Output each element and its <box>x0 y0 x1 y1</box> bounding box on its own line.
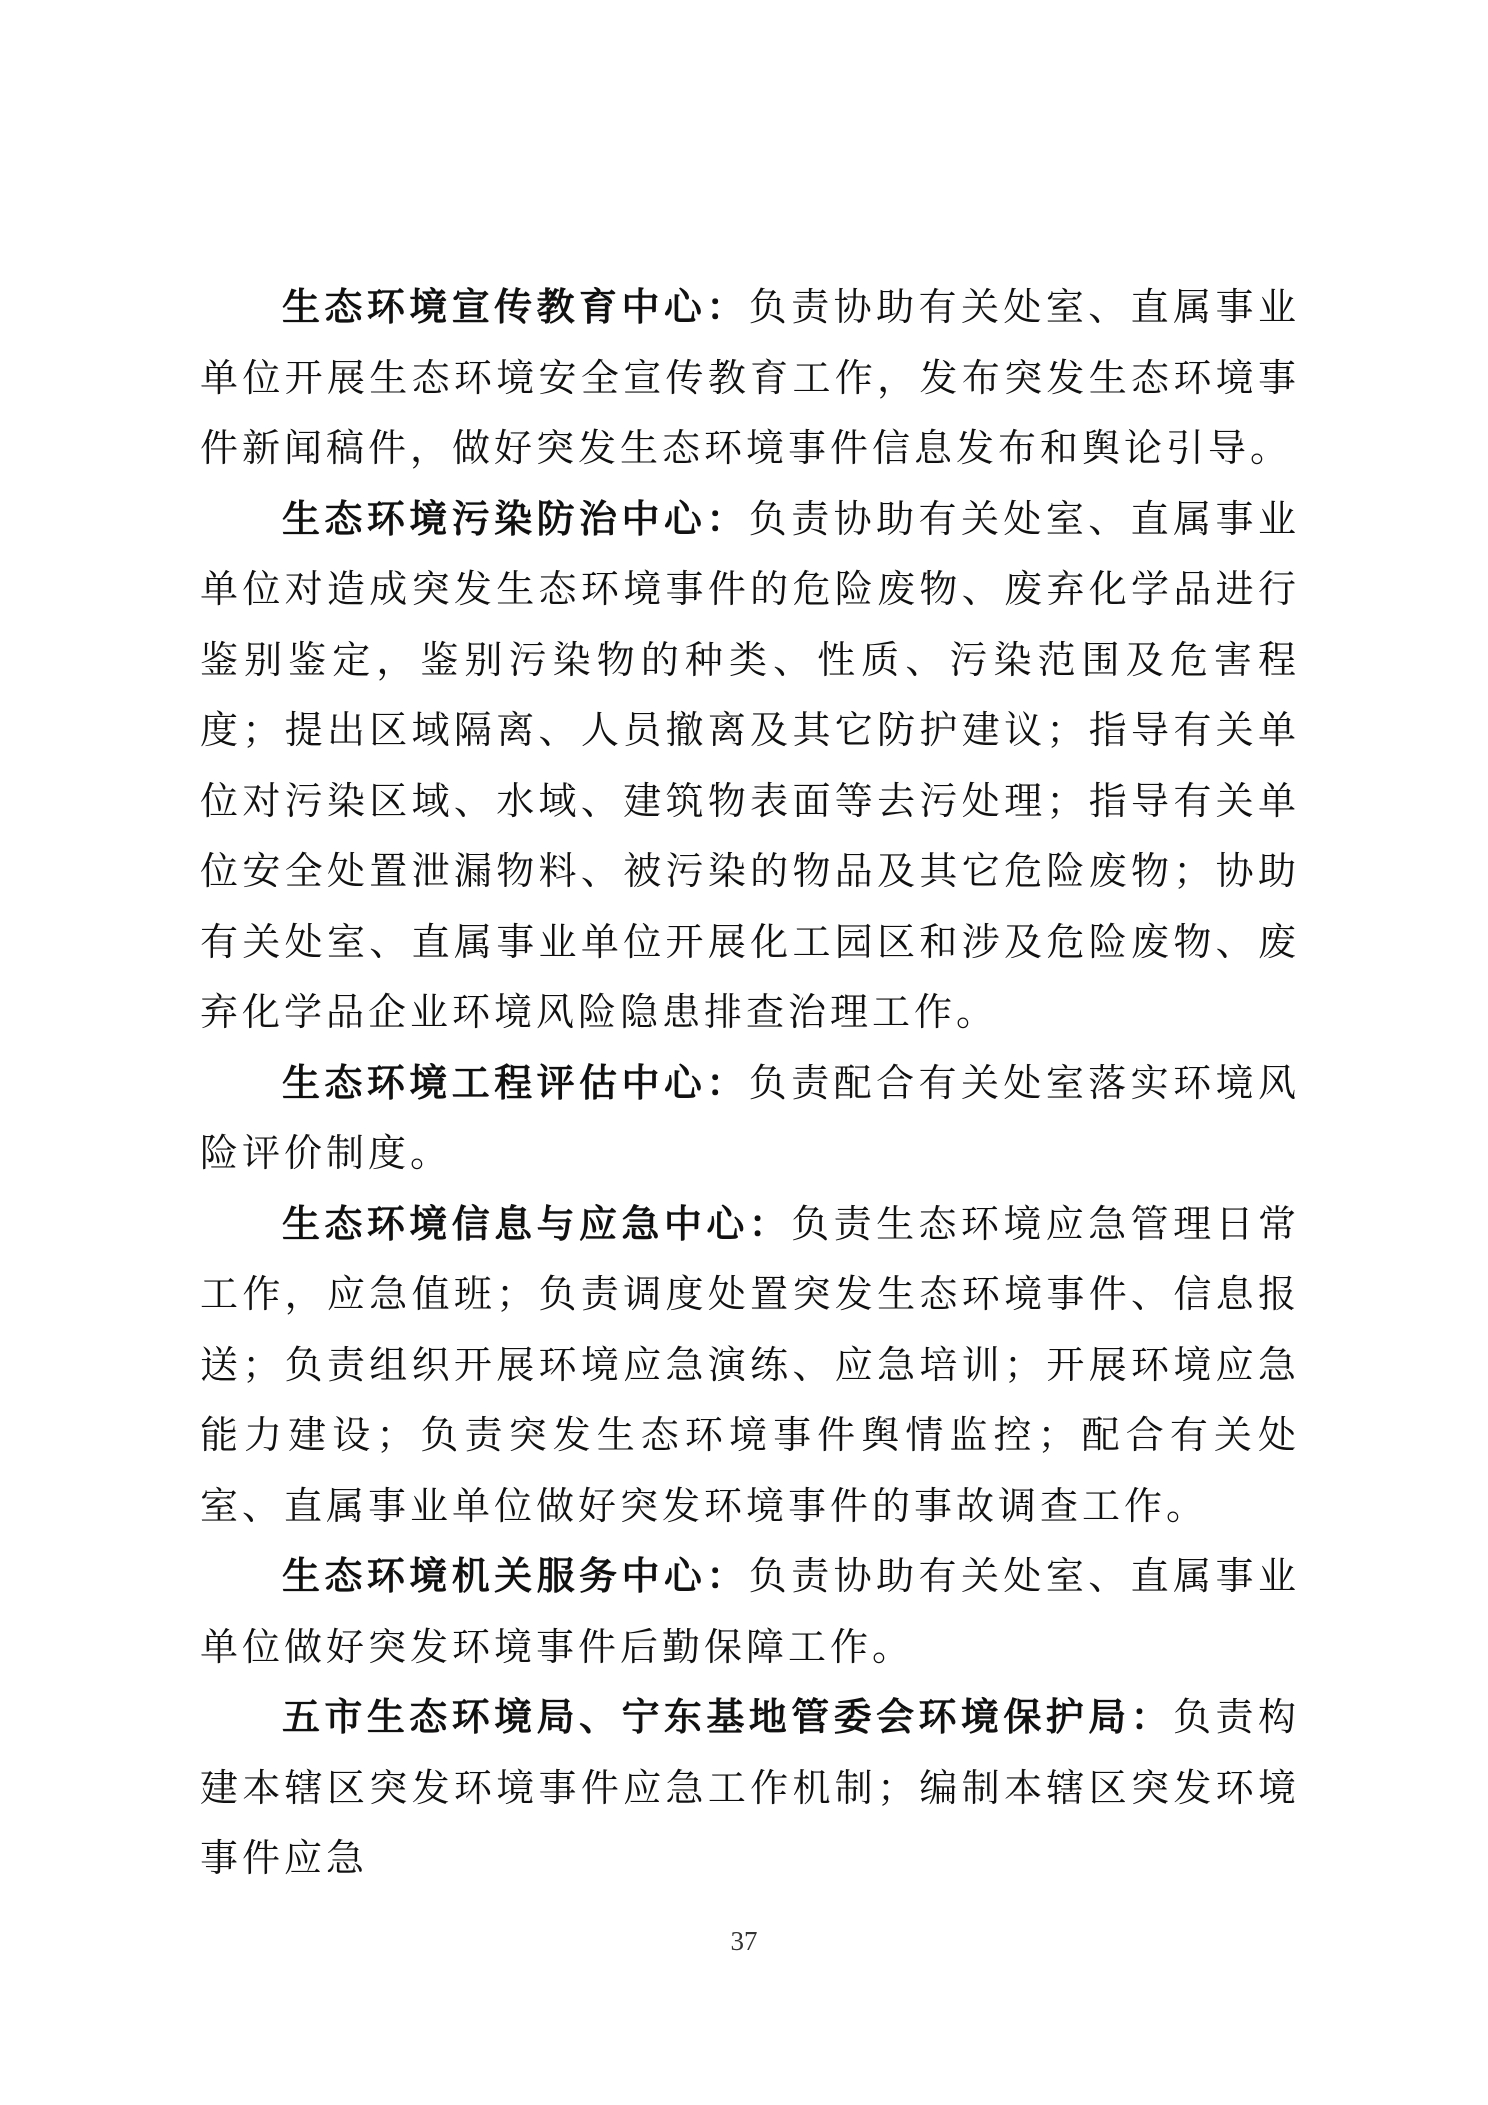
paragraph-emergency-center <box>200 1189 1300 1542</box>
paragraph-assessment-center <box>200 1048 1300 1189</box>
paragraph-publicity-center <box>200 272 1300 484</box>
body-text <box>200 272 1300 1894</box>
paragraph-text: 负责构建本辖区突发环境事件应急工作机制；编制本辖区突发环境事件应急 <box>200 1695 1300 1880</box>
paragraph-lead: 五市生态环境局、宁东基地管委会环境保护局： <box>282 1695 1174 1739</box>
page-number: 37 <box>730 1926 758 1956</box>
paragraph-lead: 生态环境工程评估中心： <box>282 1060 749 1105</box>
paragraph-lead: 生态环境信息与应急中心： <box>282 1201 792 1246</box>
paragraph-lead: 生态环境宣传教育中心： <box>282 285 749 329</box>
paragraph-text: 负责配合有关处室落实环境风险评价制度。 <box>200 1060 1300 1175</box>
paragraph-lead: 生态环境机关服务中心： <box>282 1554 749 1598</box>
paragraph-pollution-center <box>200 484 1300 1048</box>
paragraph-city-bureaus <box>200 1682 1300 1894</box>
paragraph-text: 负责协助有关处室、直属事业单位对造成突发生态环境事件的危险废物、废弃化学品进行鉴别鉴定，鉴别污染物的种类、性质、污染范围及危害程度；提出区域隔离、人员撤离及其它防护建议；指导有关单位对污染区域、水域、建筑物表面等去污处理；指导有关单位安全处置泄漏物料、被污染的物品及其它危险废物；协助有关处室、直属事业单位开展化工园区和涉及危险废物、废弃化学品企业环境风险隐患排查治理工作。 <box>200 496 1300 1034</box>
paragraph-text: 负责协助有关处室、直属事业单位开展生态环境安全宣传教育工作，发布突发生态环境事件新闻稿件，做好突发生态环境事件信息发布和舆论引导。 <box>200 285 1300 470</box>
paragraph-text: 负责协助有关处室、直属事业单位做好突发环境事件后勤保障工作。 <box>200 1554 1300 1669</box>
paragraph-lead: 生态环境污染防治中心： <box>282 496 749 541</box>
paragraph-text: 负责生态环境应急管理日常工作，应急值班；负责调度处置突发生态环境事件、信息报送；负责组织开展环境应急演练、应急培训；开展环境应急能力建设；负责突发生态环境事件舆情监控；配合有关处室、直属事业单位做好突发环境事件的事故调查工作。 <box>200 1201 1300 1528</box>
paragraph-service-center <box>200 1541 1300 1682</box>
